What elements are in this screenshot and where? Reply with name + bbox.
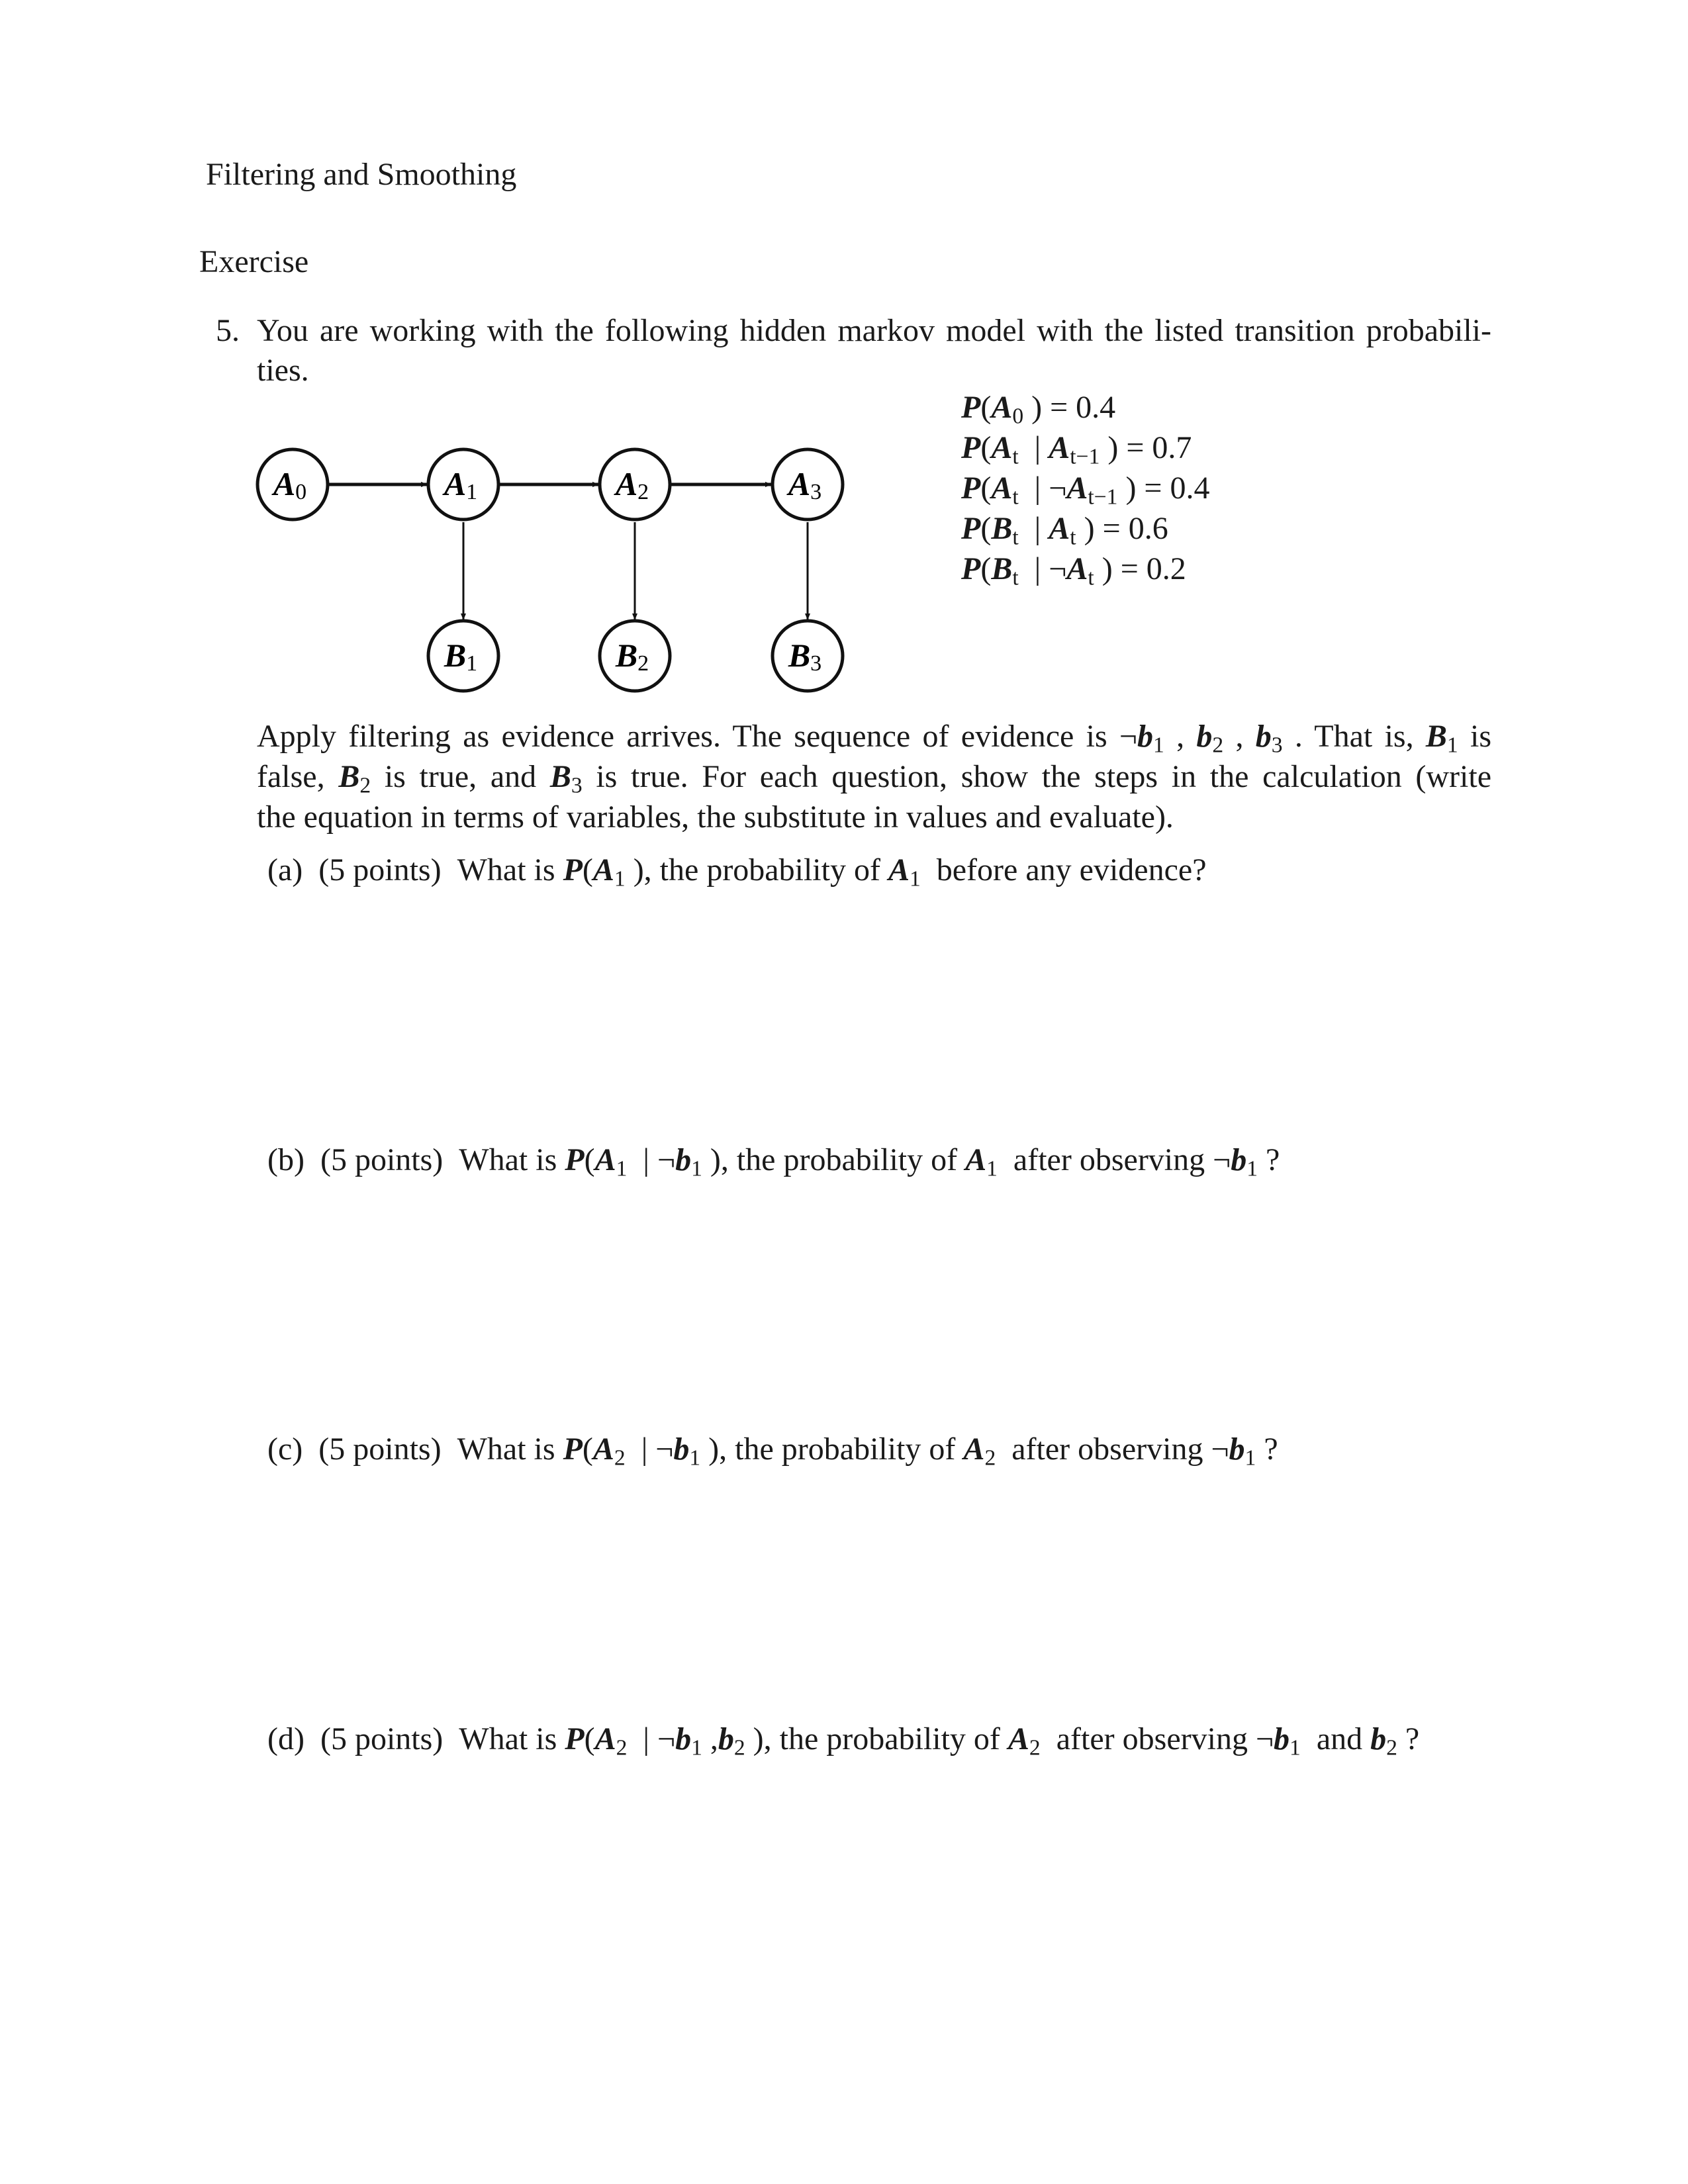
node-b2 (600, 621, 670, 691)
node-variable: A (615, 465, 638, 502)
text-segment: | ¬ (625, 1432, 674, 1467)
math-subscript: t (1088, 565, 1094, 590)
math-subscript: t (1012, 565, 1019, 590)
text-segment: ( (584, 1142, 595, 1177)
math-variable: P (961, 471, 981, 506)
probability-line (961, 553, 1186, 589)
math-subscript: 2 (1212, 733, 1224, 758)
math-variable: B (1425, 719, 1447, 754)
text-segment: ), the probability of (625, 852, 888, 887)
math-variable: A (991, 430, 1013, 465)
instruction-line (257, 721, 1491, 756)
node-subscript: 0 (295, 480, 307, 504)
node-subscript: 1 (466, 651, 478, 676)
math-subscript: t (1012, 484, 1019, 510)
text-segment: ( (980, 471, 992, 506)
text-segment: and (1300, 1721, 1371, 1756)
text-segment: false, (257, 759, 339, 794)
math-subscript: 1 (614, 866, 626, 891)
math-variable: P (563, 1432, 583, 1467)
math-variable: B (549, 759, 571, 794)
math-variable: b (1229, 1432, 1245, 1467)
text-segment: . That is, (1282, 719, 1426, 754)
math-variable: A (991, 471, 1013, 506)
text-segment: | ¬ (627, 1721, 676, 1756)
math-variable: b (1231, 1142, 1247, 1177)
node-subscript: 3 (810, 480, 822, 504)
question-a (267, 854, 1207, 890)
text-segment: ( (980, 390, 992, 425)
math-subscript: 1 (616, 1156, 628, 1181)
math-subscript: 0 (1012, 404, 1024, 429)
problem-text-line1: You are working with the following hidden markov model with the listed transition probabili- (257, 313, 1491, 348)
text-segment: ) = 0.4 (1117, 471, 1210, 506)
text-segment: ) = 0.4 (1023, 390, 1116, 425)
math-variable: P (961, 430, 981, 465)
math-variable: B (991, 511, 1013, 546)
text-segment: ( (584, 1721, 595, 1756)
text-segment: | ¬ (627, 1142, 676, 1177)
node-variable: A (273, 465, 296, 502)
math-subscript: 3 (1271, 733, 1283, 758)
math-variable: A (594, 1142, 616, 1177)
page-title: Filtering and Smoothing (206, 157, 517, 192)
math-variable: A (1066, 471, 1088, 506)
text-segment: is true, and (371, 759, 550, 794)
node-subscript: 2 (637, 480, 649, 504)
math-variable: P (961, 390, 981, 425)
text-segment: ( (582, 1432, 593, 1467)
math-variable: B (991, 551, 1013, 586)
math-subscript: 1 (1246, 1156, 1258, 1181)
text-segment: before any evidence? (920, 852, 1207, 887)
math-subscript: 1 (1446, 733, 1458, 758)
node-a1 (428, 449, 498, 520)
math-subscript: 2 (984, 1445, 996, 1471)
node-variable: B (444, 637, 467, 674)
text-segment: ) = 0.2 (1094, 551, 1186, 586)
node-subscript: 2 (637, 651, 649, 676)
text-segment: , (1223, 719, 1256, 754)
node-b1 (428, 621, 498, 691)
math-variable: b (673, 1432, 690, 1467)
math-subscript: 1 (1153, 733, 1164, 758)
text-segment: ), the probability of (702, 1142, 966, 1177)
math-subscript: 1 (691, 1156, 702, 1181)
section-heading: Exercise (199, 244, 309, 279)
math-variable: A (991, 390, 1013, 425)
question-d (267, 1723, 1419, 1759)
text-segment: ( (980, 511, 992, 546)
math-variable: b (1370, 1721, 1387, 1756)
text-segment: is (1458, 719, 1491, 754)
question-b (267, 1144, 1280, 1180)
node-variable: B (788, 637, 811, 674)
math-subscript: 2 (616, 1735, 628, 1760)
math-variable: b (1137, 719, 1153, 754)
math-variable: B (338, 759, 360, 794)
node-variable: A (444, 465, 467, 502)
math-subscript: 1 (909, 866, 921, 891)
text-segment: | ¬ (1018, 551, 1067, 586)
math-subscript: 2 (359, 773, 371, 798)
node-b3 (773, 621, 843, 691)
text-segment: (d) (5 points) What is (267, 1721, 565, 1756)
math-subscript: t−1 (1070, 444, 1100, 469)
text-segment: | ¬ (1018, 471, 1067, 506)
math-variable: P (565, 1721, 585, 1756)
instruction-line (257, 761, 1491, 797)
node-variable: B (615, 637, 638, 674)
problem-number: 5. (216, 313, 240, 348)
node-subscript: 3 (810, 651, 822, 676)
math-subscript: t (1070, 525, 1076, 550)
text-segment: ? (1258, 1142, 1280, 1177)
text-segment: | (1018, 430, 1049, 465)
text-segment: ) = 0.6 (1076, 511, 1168, 546)
math-subscript: 1 (1289, 1735, 1301, 1760)
math-subscript: t (1012, 444, 1019, 469)
math-variable: b (675, 1721, 692, 1756)
text-segment: ? (1397, 1721, 1420, 1756)
probability-line (961, 473, 1210, 508)
probability-line (961, 392, 1115, 428)
question-c (267, 1433, 1278, 1469)
text-segment: after observing ¬ (1040, 1721, 1274, 1756)
text-segment: (a) (5 points) What is (267, 852, 563, 887)
math-variable: b (1255, 719, 1272, 754)
text-segment: ), the probability of (745, 1721, 1008, 1756)
math-variable: b (1196, 719, 1213, 754)
text-segment: , (1164, 719, 1197, 754)
math-subscript: 1 (1244, 1445, 1256, 1471)
text-segment: , (702, 1721, 718, 1756)
text-segment: ) = 0.7 (1100, 430, 1192, 465)
problem-text-line2: ties. (257, 353, 309, 388)
math-variable: A (1049, 430, 1070, 465)
text-segment: ), the probability of (700, 1432, 964, 1467)
text-segment: | (1018, 511, 1049, 546)
math-subscript: t−1 (1088, 484, 1118, 510)
text-segment: after observing ¬ (996, 1432, 1229, 1467)
instruction-line (257, 801, 1174, 833)
text-segment: after observing ¬ (997, 1142, 1231, 1177)
math-variable: A (888, 852, 910, 887)
math-variable: A (592, 852, 614, 887)
math-subscript: 2 (1029, 1735, 1041, 1760)
math-variable: P (961, 511, 981, 546)
text-segment: is true. For each question, show the steps in the calculation (write (582, 759, 1491, 794)
text-segment: ( (980, 551, 992, 586)
math-variable: b (718, 1721, 734, 1756)
math-variable: b (1274, 1721, 1290, 1756)
math-variable: b (675, 1142, 692, 1177)
text-segment: ? (1256, 1432, 1278, 1467)
math-variable: A (592, 1432, 614, 1467)
text-segment: (b) (5 points) What is (267, 1142, 565, 1177)
text-segment: ( (582, 852, 593, 887)
math-subscript: t (1012, 525, 1019, 550)
node-a2 (600, 449, 670, 520)
math-variable: P (565, 1142, 585, 1177)
math-subscript: 2 (733, 1735, 745, 1760)
math-variable: A (1008, 1721, 1029, 1756)
text-segment: Apply filtering as evidence arrives. The sequence of evidence is ¬ (257, 719, 1137, 754)
math-subscript: 3 (571, 773, 583, 798)
math-variable: A (1066, 551, 1088, 586)
math-variable: P (961, 551, 981, 586)
math-variable: A (594, 1721, 616, 1756)
math-subscript: 2 (1386, 1735, 1397, 1760)
math-subscript: 1 (689, 1445, 701, 1471)
math-subscript: 2 (614, 1445, 626, 1471)
math-variable: P (563, 852, 583, 887)
math-variable: A (1049, 511, 1070, 546)
node-a3 (773, 449, 843, 520)
math-variable: A (965, 1142, 987, 1177)
probability-line (961, 432, 1192, 468)
math-subscript: 1 (691, 1735, 702, 1760)
node-a0 (258, 449, 328, 520)
node-subscript: 1 (466, 480, 478, 504)
text-segment: (c) (5 points) What is (267, 1432, 563, 1467)
hmm-diagram (0, 0, 1688, 728)
text-segment: the equation in terms of variables, the substitute in values and evaluate). (257, 799, 1174, 835)
math-variable: A (963, 1432, 985, 1467)
probability-line (961, 513, 1168, 549)
node-variable: A (788, 465, 811, 502)
text-segment: ( (980, 430, 992, 465)
math-subscript: 1 (986, 1156, 998, 1181)
